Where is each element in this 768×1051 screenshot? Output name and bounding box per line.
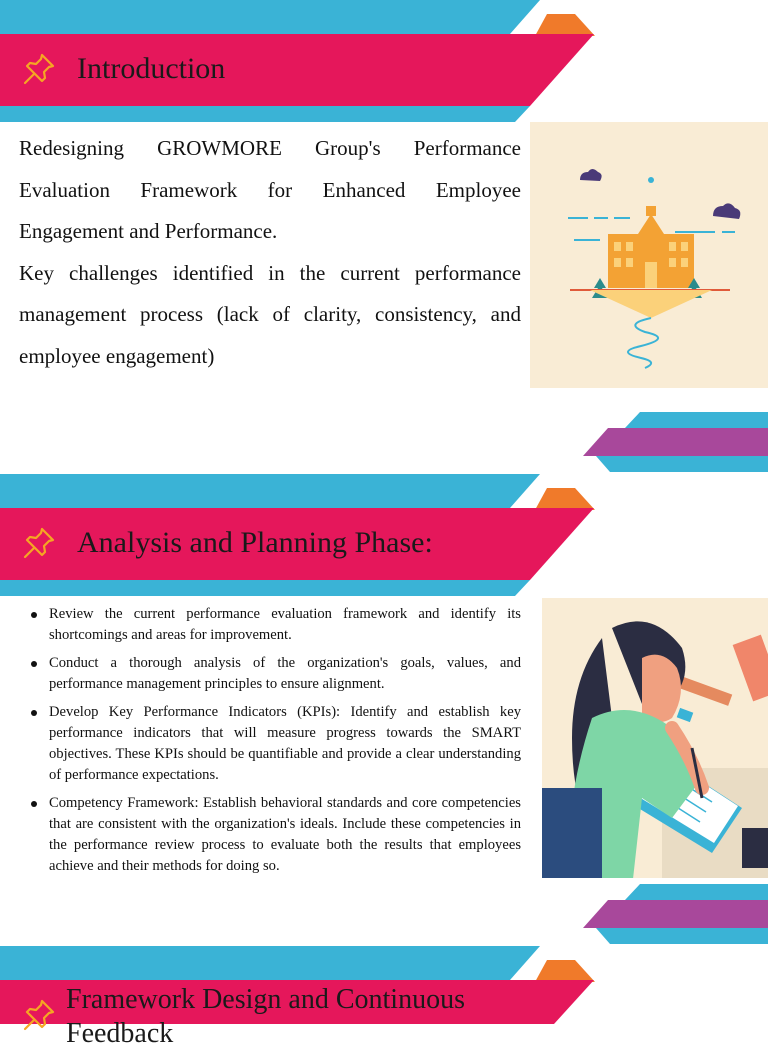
list-item: Develop Key Performance Indicators (KPIs): Identify and establish key performance indicators that will measure progress towards the SMART objectives. These KPIs should be quantifiable and provide a clear understanding of performance expectations. [20,702,521,786]
section-title [66,983,465,1051]
list-item: Competency Framework: Establish behavioral standards and core competencies that are consistent with the organization's ideals. Include these competencies in the performance review process to evaluate both the results that employees achieve and their methods for doing so. [20,793,521,877]
school-building-illustration [530,122,768,388]
intro-paragraph: Key challenges identified in the current performance management process (lack of clarity, consistency, and employee engagement) [19,260,521,368]
pushpin-icon [22,998,56,1032]
pushpin-icon [22,526,56,560]
list-item: Review the current performance evaluation framework and identify its shortcomings and areas for improvement. [20,604,521,646]
page-title: Introduction [77,52,226,85]
list-item: Conduct a thorough analysis of the organization's goals, values, and performance management principles to ensure alignment. [20,653,521,695]
section-title-line: Feedback [66,1018,174,1049]
intro-text [19,128,521,377]
pushpin-icon [22,52,56,86]
section-title: Analysis and Planning Phase: [77,526,433,559]
intro-paragraph: Redesigning GROWMORE Group's Performance Evaluation Framework for Enhanced Employee Engagement and Performance. [19,136,521,243]
woman-at-desk-illustration [542,598,768,878]
analysis-bullet-list [20,604,521,884]
section-title-line: Framework Design and Continuous [66,984,465,1015]
